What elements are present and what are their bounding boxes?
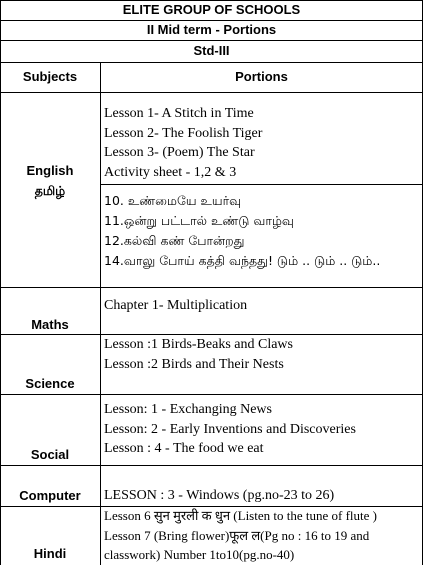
school-title: ELITE GROUP OF SCHOOLS bbox=[122, 2, 301, 17]
list-item: 12.கல்வி கண் போன்றது bbox=[104, 233, 245, 248]
table-border-top bbox=[0, 0, 423, 1]
tamil-portions bbox=[104, 191, 420, 271]
list-item: Lesson: 2 - Early Inventions and Discoveries bbox=[104, 421, 356, 437]
subject-computer: Computer bbox=[19, 488, 81, 503]
list-item: Lesson 6 सुन मुरली क धुन (Listen to the tune of flute ) bbox=[104, 508, 377, 523]
list-item: LESSON : 3 - Windows (pg.no-23 to 26) bbox=[104, 488, 335, 503]
term-title: II Mid term - Portions bbox=[146, 22, 277, 37]
list-item: Activity sheet - 1,2 & 3 bbox=[104, 164, 237, 180]
divider bbox=[0, 92, 423, 93]
list-item: Lesson :2 Birds and Their Nests bbox=[104, 356, 284, 372]
list-item: Lesson: 1 - Exchanging News bbox=[104, 402, 272, 417]
science-portions bbox=[104, 335, 420, 374]
maths-portions bbox=[104, 296, 420, 316]
list-item: classwork) Number 1to10(pg.no-40) bbox=[104, 547, 295, 562]
computer-portions bbox=[104, 486, 420, 506]
list-item: 11.ஒன்று பட்டால் உண்டு வாழ்வு bbox=[104, 213, 294, 228]
column-divider bbox=[100, 62, 101, 565]
list-item: Lesson 1- A Stitch in Time bbox=[104, 106, 254, 121]
list-item: Chapter 1- Multiplication bbox=[104, 298, 248, 313]
divider bbox=[0, 40, 423, 41]
divider bbox=[0, 62, 423, 63]
subject-maths: Maths bbox=[31, 317, 69, 332]
divider bbox=[0, 394, 423, 395]
social-portions bbox=[104, 400, 420, 459]
portions-header: Portions bbox=[235, 69, 288, 84]
list-item: 14.வாலு போய் கத்தி வந்தது! டும் .. டும் .. டும்.. bbox=[104, 253, 381, 268]
list-item: Lesson : 4 - The food we eat bbox=[104, 441, 264, 456]
list-item: Lesson 7 (Bring flower)फूल ल(Pg no : 16 to 19 and bbox=[104, 527, 370, 543]
subject-english: English bbox=[26, 163, 74, 178]
std-title: Std-III bbox=[193, 43, 230, 58]
divider bbox=[0, 20, 423, 21]
subject-science: Science bbox=[25, 376, 75, 391]
list-item: Lesson :1 Birds-Beaks and Claws bbox=[104, 337, 293, 352]
subject-hindi: Hindi bbox=[33, 546, 67, 561]
divider bbox=[0, 287, 423, 288]
divider bbox=[100, 184, 423, 185]
subject-social: Social bbox=[30, 447, 70, 462]
list-item: Lesson 3- (Poem) The Star bbox=[104, 145, 255, 160]
subjects-header: Subjects bbox=[22, 69, 78, 84]
hindi-portions bbox=[104, 506, 420, 565]
subject-tamil: தமிழ் bbox=[34, 183, 66, 198]
english-portions bbox=[104, 104, 420, 182]
list-item: 10. உண்மையே உயர்வு bbox=[104, 193, 242, 208]
divider bbox=[0, 465, 423, 466]
list-item: Lesson 2- The Foolish Tiger bbox=[104, 125, 263, 141]
